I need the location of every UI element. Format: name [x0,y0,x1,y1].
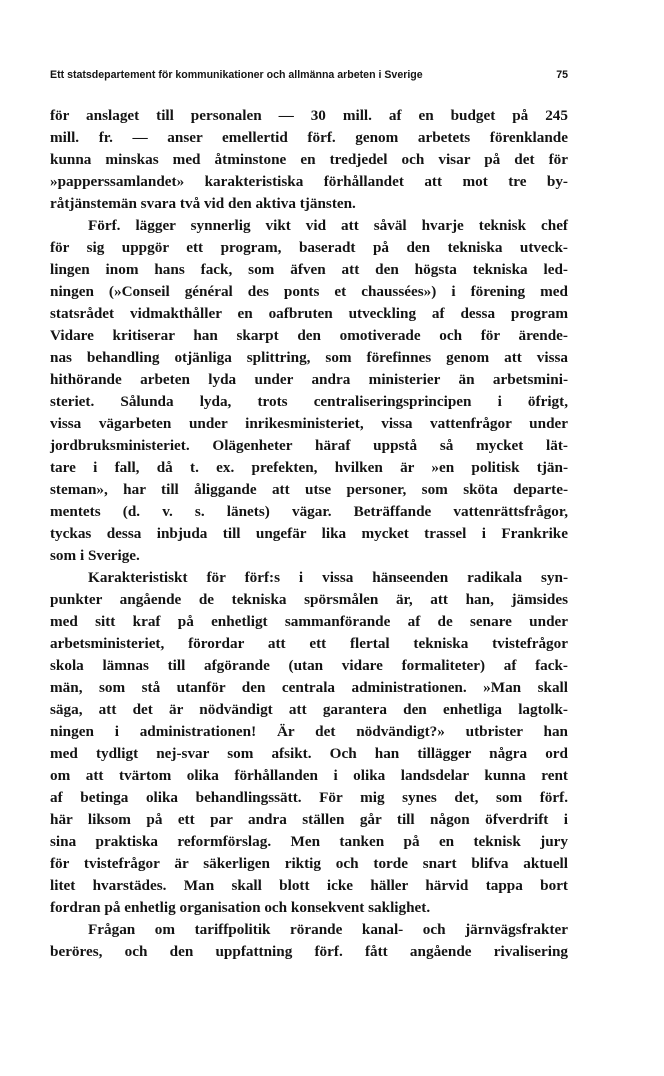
text-line: tyckas dessa inbjuda till ungefär lika mycket trassel i Frankrike [50,525,568,542]
text-line: mill. fr. — anser emellertid förf. genom arbetets förenklande [50,129,568,146]
text-line: »papperssamlandet» karakteristiska förhållandet att mot tre by- [50,173,568,190]
text-line: Vidare kritiserar han skarpt den omotiverade och för ärende- [50,327,568,344]
text-line: ningen i administrationen! Är det nödvändigt?» utbrister han [50,723,568,740]
text-line: jordbruksministeriet. Olägenheter häraf uppstå så mycket lät- [50,437,568,454]
text-line: beröres, och den uppfattning förf. fått angående rivalisering [50,943,568,960]
text-line: litet hvarstädes. Man skall blott icke häller härvid tappa bort [50,877,568,894]
text-line: med tydligt nej-svar som afsikt. Och han tillägger några ord [50,745,568,762]
text-line: statsrådet vidmakthåller en oafbruten utveckling af dessa program [50,305,568,322]
text-line: mentets (d. v. s. länets) vägar. Beträffande vattenrättsfrågor, [50,503,568,520]
text-line: skola lämnas till afgörande (utan vidare formaliteter) af fack- [50,657,568,674]
text-line: med sitt kraf på enhetligt sammanförande af de senare under [50,613,568,630]
text-line: lingen inom hans fack, som äfven att den högsta tekniska led- [50,261,568,278]
text-line: punkter angående de tekniska spörsmålen är, att han, jämsides [50,591,568,608]
running-head-title: Ett statsdepartement för kommunikationer och allmänna arbeten i Sverige [50,69,423,81]
running-head [50,66,568,86]
body-text [50,105,568,963]
text-line: råtjänstemän svara två vid den aktiva tjänsten. [50,195,356,212]
text-line: fordran på enhetlig organisation och konsekvent saklighet. [50,899,431,916]
text-line: här liksom på ett par andra ställen går till någon öfverdrift i [50,811,568,828]
text-line: af betinga olika behandlingssätt. För mig synes det, som förf. [50,789,568,806]
text-line: nas behandling otjänliga splittring, som förefinnes genom att vissa [50,349,568,366]
text-line: Karakteristiskt för förf:s i vissa hänseenden radikala syn- [88,569,568,586]
text-line: sina praktiska reformförslag. Men tanken på en teknisk jury [50,833,568,850]
text-line: Förf. lägger synnerlig vikt vid att såväl hvarje teknisk chef [88,217,568,234]
text-line: för anslaget till personalen — 30 mill. af en budget på 245 [50,107,568,124]
text-line: som i Sverige. [50,547,140,564]
text-line: tare i fall, då t. ex. prefekten, hvilken är »en politisk tjän- [50,459,568,476]
text-line: för tvistefrågor är säkerligen riktig och torde snart blifva aktuell [50,855,568,872]
text-line: hithörande arbeten lyda under andra ministerier än arbetsmini- [50,371,568,388]
text-line: arbetsministeriet, förordar att ett flertal tekniska tvistefrågor [50,635,568,652]
text-line: steriet. Sålunda lyda, trots centraliseringsprincipen i öfrigt, [50,393,568,410]
text-line: om att tvärtom olika förhållanden i olika landsdelar kunna rent [50,767,568,784]
text-line: säga, att det är nödvändigt att garantera den enhetliga lagtolk- [50,701,568,718]
page-number: 75 [556,69,568,81]
text-line: kunna minskas med åtminstone en tredjedel och visar på det för [50,151,568,168]
text-line: steman», har till åliggande att utse personer, som sköta departe- [50,481,568,498]
text-line: ningen (»Conseil général des ponts et chaussées») i förening med [50,283,568,300]
text-line: män, som stå utanför den centrala administrationen. »Man skall [50,679,568,696]
text-line: vissa vägarbeten under inrikesministeriet, vissa vattenfrågor under [50,415,568,432]
text-line: för sig uppgör ett program, baseradt på den tekniska utveck- [50,239,568,256]
text-line: Frågan om tariffpolitik rörande kanal- och järnvägsfrakter [88,921,568,938]
